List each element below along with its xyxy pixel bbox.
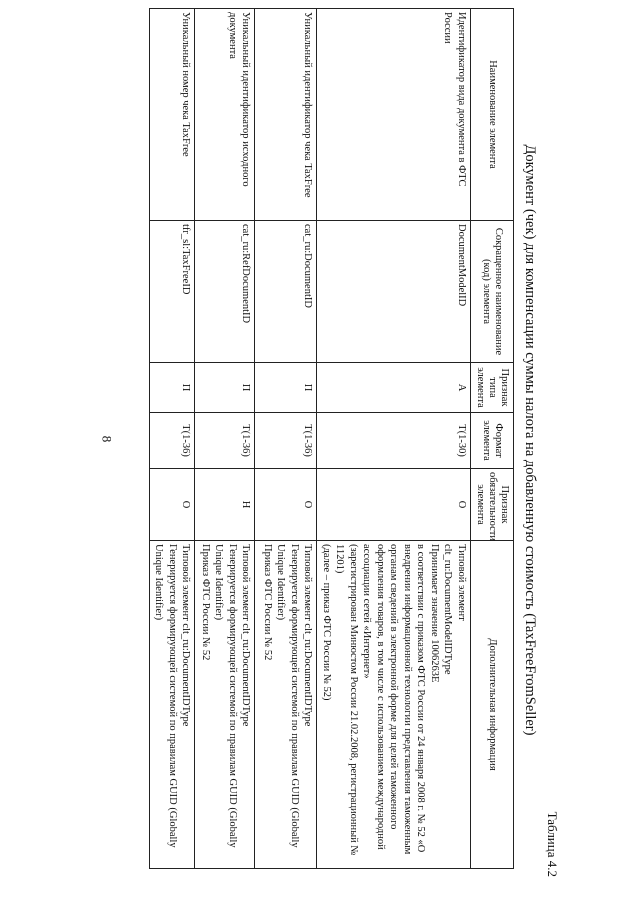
table-header-row [471,9,514,869]
info-line: Принимает значение 1006263Е [429,544,440,683]
info-line: (зарегистрирован Минюстом России 21.02.2008, регистрационный № 11201) [334,544,359,856]
cell-type: П [255,363,317,413]
info-line: Генерируется формирующей системой по правилам GUID (Globally Unique Identifier) [153,544,178,848]
info-line: (далее – приказ ФТС России № 52) [321,544,332,701]
cell-format: T(1-36) [195,413,255,469]
cell-info [317,541,471,869]
cell-code: cat_ru:DocumentID [255,221,317,363]
cell-info [255,541,317,869]
info-line: в соответствии с приказом ФТС России от 24 января 2008 г. № 52 «О внедрении информационной технологии представления таможенным органам сведений в электронной форме для целей таможенного оформления товаров, в том числе с использованием международной ассоциации сетей «Интернет» [361,544,427,855]
table-row [195,9,255,869]
info-line: Приказ ФТС России № 52 [262,544,273,661]
spec-table [149,8,514,869]
cell-code: tfr_sl:TaxFreeID [150,221,196,363]
table-number: Таблица 4.2 [545,811,560,877]
info-line: Приказ ФТС России № 52 [200,544,211,661]
cell-name: Уникальный идентификатор исходного документа [195,9,255,221]
cell-name: Уникальный идентификатор чека TaxFree [255,9,317,221]
info-line: clt_ru:DocumentModelIDType [442,544,454,675]
cell-required: О [255,469,317,541]
cell-info [150,541,196,869]
cell-code: cat_ru:RefDocumentID [195,221,255,363]
cell-required: Н [195,469,255,541]
header-required: Признак обязательности элемента [471,469,514,541]
table-row [317,9,471,869]
info-line: Типовой элемент clt_ru:DocumentIDType [180,544,192,727]
cell-code: DocumentModelID [317,221,471,363]
header-code: Сокращенное наименование (код) элемента [471,221,514,363]
info-line: Типовой элемент clt_ru:DocumentIDType [240,544,252,727]
cell-type: П [195,363,255,413]
cell-required: О [317,469,471,541]
header-info: Дополнительная информация [471,541,514,869]
info-line: Типовой элемент [456,544,467,621]
info-line: Генерируется формирующей системой по правилам GUID (Globally Unique Identifier) [213,544,238,848]
cell-type: А [317,363,471,413]
info-line: Генерируется формирующей системой по правилам GUID (Globally Unique Identifier) [275,544,300,848]
header-type: Признак типа элемента [471,363,514,413]
table-row [255,9,317,869]
cell-format: T(1-36) [255,413,317,469]
table-row [150,9,196,869]
cell-format: T(1-36) [150,413,196,469]
cell-format: T(1-30) [317,413,471,469]
cell-required: О [150,469,196,541]
cell-name: Идентификатор вида документа в ФТС России [317,9,471,221]
header-name: Наименование элемента [471,9,514,221]
cell-name: Уникальный номер чека TaxFree [150,9,196,221]
page-number: 8 [99,435,115,443]
document-title: Документ (чек) для компенсации суммы налога на добавленную стоимость (TaxFreeFromSeller) [522,144,538,736]
header-format: Формат элемента [471,413,514,469]
info-line: Типовой элемент clt_ru:DocumentIDType [302,544,314,727]
cell-info [195,541,255,869]
cell-type: П [150,363,196,413]
